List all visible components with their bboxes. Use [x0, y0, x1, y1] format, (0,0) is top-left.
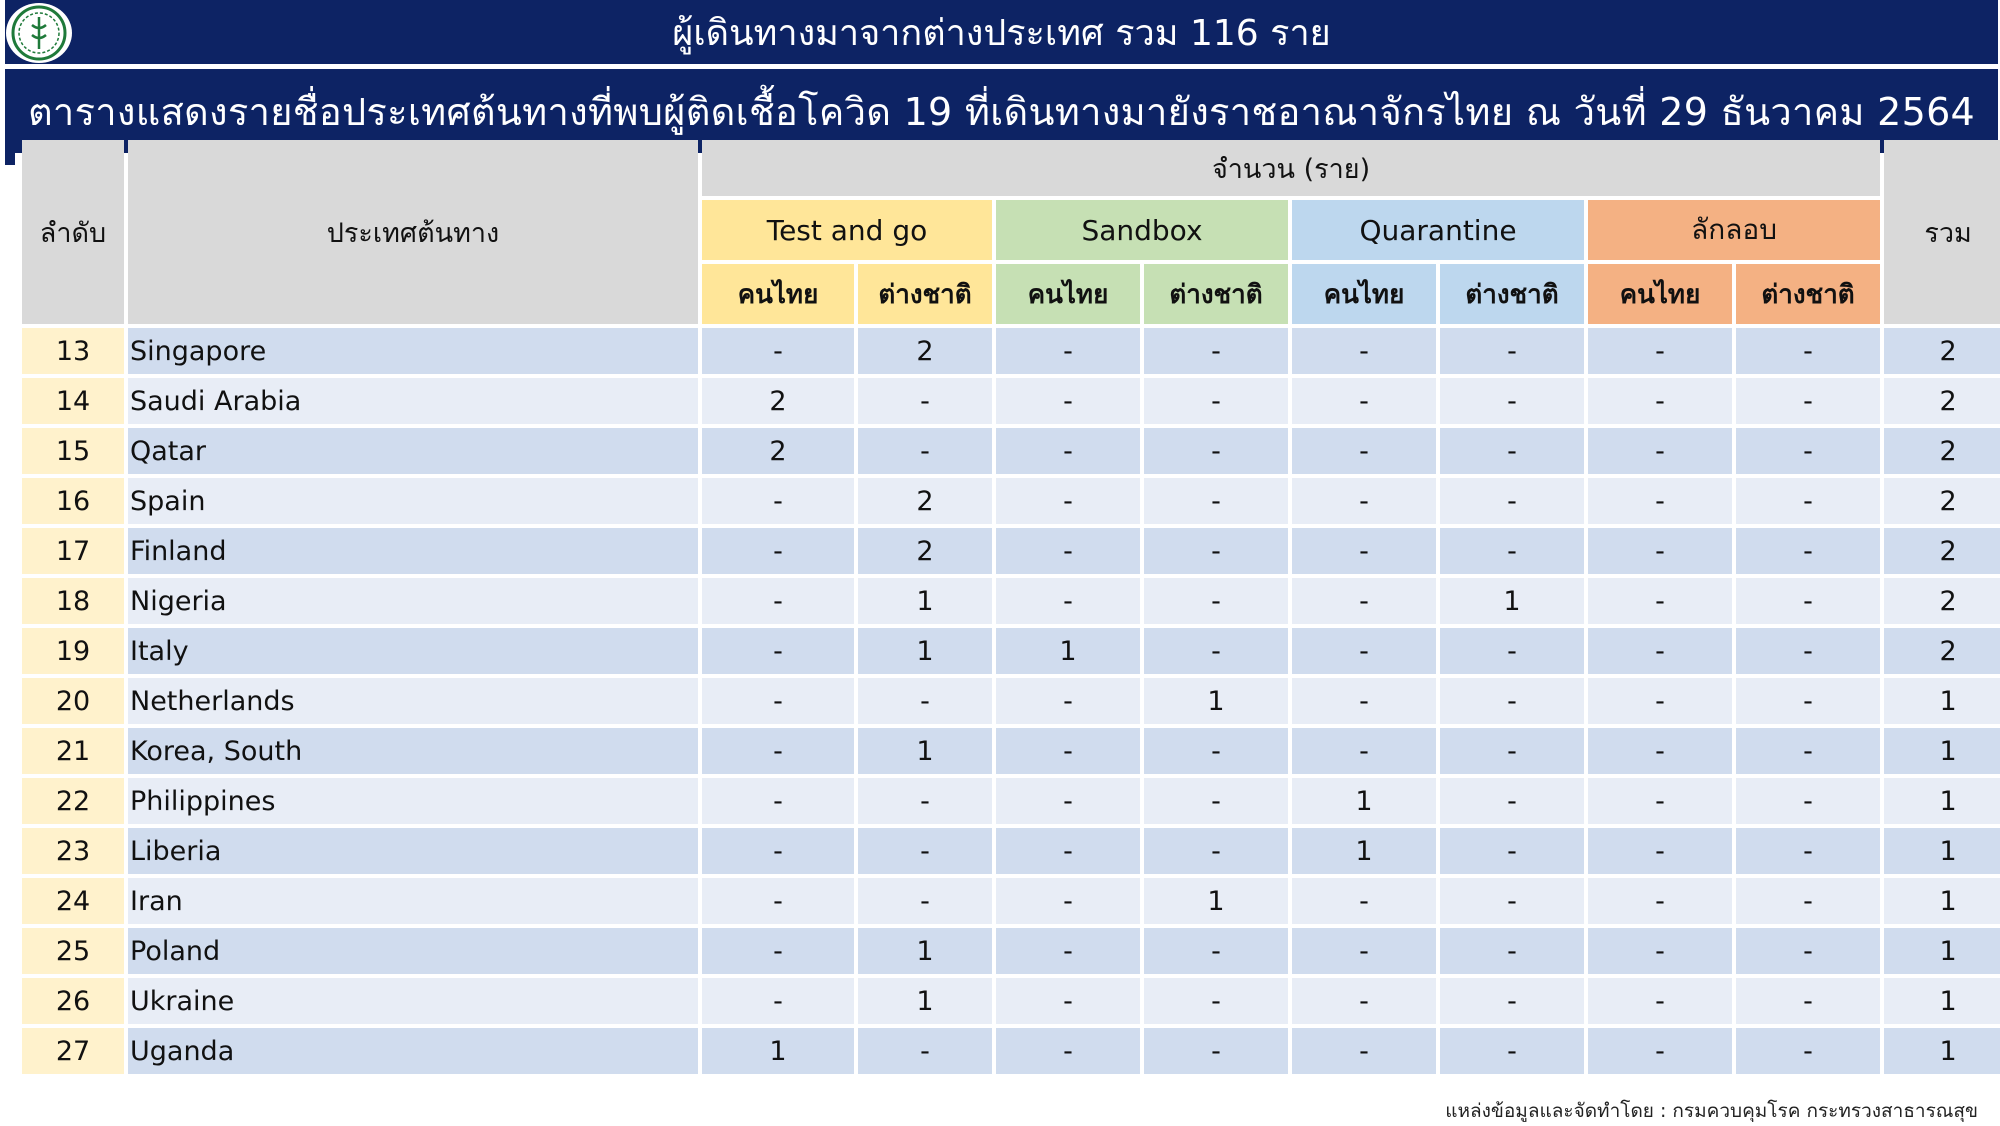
cell-s-thai: -	[1588, 728, 1732, 774]
cell-country: Qatar	[128, 428, 698, 474]
cell-sb-foreign: 1	[1144, 678, 1288, 724]
cell-tg-foreign: -	[858, 878, 992, 924]
source-footer: แหล่งข้อมูลและจัดทำโดย : กรมควบคุมโรค กระทรวงสาธารณสุข	[1445, 1100, 1978, 1122]
cell-no: 15	[22, 428, 124, 474]
table-row	[22, 828, 2000, 874]
cell-tg-foreign: 1	[858, 978, 992, 1024]
cell-s-foreign: -	[1736, 528, 1880, 574]
cell-q-foreign: -	[1440, 328, 1584, 374]
cell-q-thai: 1	[1292, 828, 1436, 874]
cell-q-foreign: -	[1440, 778, 1584, 824]
cell-tg-thai: 2	[702, 378, 854, 424]
cell-s-foreign: -	[1736, 1028, 1880, 1074]
cell-sb-foreign: -	[1144, 628, 1288, 674]
cell-q-thai: -	[1292, 578, 1436, 624]
cell-no: 22	[22, 778, 124, 824]
table-row	[22, 578, 2000, 624]
cell-tg-foreign: -	[858, 428, 992, 474]
travelers-table	[18, 136, 2000, 1078]
cell-tg-foreign: 2	[858, 328, 992, 374]
cell-q-foreign: -	[1440, 978, 1584, 1024]
table-row	[22, 728, 2000, 774]
cell-tg-thai: 1	[702, 1028, 854, 1074]
cell-total: 1	[1884, 878, 2000, 924]
cell-country: Uganda	[128, 1028, 698, 1074]
cell-q-thai: -	[1292, 478, 1436, 524]
cell-s-thai: -	[1588, 528, 1732, 574]
cell-q-foreign: -	[1440, 728, 1584, 774]
cell-tg-thai: -	[702, 978, 854, 1024]
cell-country: Finland	[128, 528, 698, 574]
cell-total: 1	[1884, 778, 2000, 824]
group-header-test-and-go: Test and go	[702, 200, 992, 260]
cell-tg-thai: -	[702, 528, 854, 574]
cell-no: 26	[22, 978, 124, 1024]
cell-tg-thai: -	[702, 778, 854, 824]
cell-q-thai: 1	[1292, 778, 1436, 824]
cell-no: 25	[22, 928, 124, 974]
cell-s-foreign: -	[1736, 428, 1880, 474]
cell-sb-thai: -	[996, 478, 1140, 524]
cell-tg-thai: -	[702, 828, 854, 874]
cell-tg-thai: -	[702, 928, 854, 974]
cell-sb-foreign: -	[1144, 328, 1288, 374]
cell-q-thai: -	[1292, 878, 1436, 924]
cell-total: 1	[1884, 978, 2000, 1024]
cell-q-thai: -	[1292, 378, 1436, 424]
col-header-total: รวม	[1884, 140, 2000, 324]
sub-header-tg-foreign: ต่างชาติ	[858, 264, 992, 324]
cell-total: 2	[1884, 428, 2000, 474]
cell-country: Poland	[128, 928, 698, 974]
cell-tg-thai: -	[702, 678, 854, 724]
cell-tg-thai: -	[702, 628, 854, 674]
cell-sb-thai: -	[996, 378, 1140, 424]
cell-total: 2	[1884, 528, 2000, 574]
cell-country: Nigeria	[128, 578, 698, 624]
group-header-smuggled: ลักลอบ	[1588, 200, 1880, 260]
sub-header-sb-thai: คนไทย	[996, 264, 1140, 324]
cell-q-foreign: -	[1440, 678, 1584, 724]
cell-q-thai: -	[1292, 628, 1436, 674]
sub-header-s-foreign: ต่างชาติ	[1736, 264, 1880, 324]
cell-sb-thai: -	[996, 328, 1140, 374]
cell-sb-thai: -	[996, 528, 1140, 574]
cell-tg-foreign: -	[858, 378, 992, 424]
cell-s-thai: -	[1588, 328, 1732, 374]
cell-tg-foreign: 1	[858, 628, 992, 674]
col-header-country: ประเทศต้นทาง	[128, 140, 698, 324]
cell-q-thai: -	[1292, 1028, 1436, 1074]
cell-s-foreign: -	[1736, 878, 1880, 924]
cell-q-thai: -	[1292, 428, 1436, 474]
cell-sb-foreign: -	[1144, 928, 1288, 974]
table-row	[22, 628, 2000, 674]
cell-s-thai: -	[1588, 928, 1732, 974]
cell-q-thai: -	[1292, 978, 1436, 1024]
page-subtitle: ตารางแสดงรายชื่อประเทศต้นทางที่พบผู้ติดเชื้อโควิด 19 ที่เดินทางมายังราชอาณาจักรไทย ณ วันที่ 29 ธันวาคม 2564	[27, 89, 1976, 134]
cell-s-thai: -	[1588, 478, 1732, 524]
cell-no: 16	[22, 478, 124, 524]
cell-s-thai: -	[1588, 878, 1732, 924]
cell-sb-foreign: -	[1144, 778, 1288, 824]
table-row	[22, 528, 2000, 574]
table-row	[22, 928, 2000, 974]
cell-tg-foreign: -	[858, 1028, 992, 1074]
cell-sb-foreign: -	[1144, 578, 1288, 624]
group-header-quarantine: Quarantine	[1292, 200, 1584, 260]
cell-country: Netherlands	[128, 678, 698, 724]
group-header-sandbox: Sandbox	[996, 200, 1288, 260]
cell-tg-thai: -	[702, 328, 854, 374]
cell-country: Spain	[128, 478, 698, 524]
cell-q-foreign: -	[1440, 378, 1584, 424]
cell-sb-foreign: -	[1144, 378, 1288, 424]
cell-sb-foreign: 1	[1144, 878, 1288, 924]
col-header-index: ลำดับ	[22, 140, 124, 324]
cell-q-foreign: 1	[1440, 578, 1584, 624]
cell-sb-foreign: -	[1144, 978, 1288, 1024]
cell-s-thai: -	[1588, 378, 1732, 424]
cell-sb-thai: -	[996, 878, 1140, 924]
cell-country: Korea, South	[128, 728, 698, 774]
cell-q-foreign: -	[1440, 428, 1584, 474]
cell-s-foreign: -	[1736, 478, 1880, 524]
cell-total: 2	[1884, 328, 2000, 374]
col-header-count: จำนวน (ราย)	[702, 140, 1880, 196]
cell-total: 1	[1884, 678, 2000, 724]
cell-country: Italy	[128, 628, 698, 674]
cell-s-foreign: -	[1736, 328, 1880, 374]
cell-total: 1	[1884, 1028, 2000, 1074]
cell-s-foreign: -	[1736, 728, 1880, 774]
cell-sb-foreign: -	[1144, 728, 1288, 774]
table-body	[22, 328, 2000, 1074]
cell-s-foreign: -	[1736, 928, 1880, 974]
cell-tg-foreign: 1	[858, 928, 992, 974]
cell-q-foreign: -	[1440, 878, 1584, 924]
table-row	[22, 778, 2000, 824]
cell-total: 2	[1884, 578, 2000, 624]
cell-q-foreign: -	[1440, 928, 1584, 974]
cell-no: 27	[22, 1028, 124, 1074]
cell-s-foreign: -	[1736, 978, 1880, 1024]
cell-sb-thai: -	[996, 828, 1140, 874]
cell-q-foreign: -	[1440, 528, 1584, 574]
ddc-logo-icon	[6, 3, 72, 63]
cell-no: 17	[22, 528, 124, 574]
cell-tg-foreign: -	[858, 678, 992, 724]
cell-s-thai: -	[1588, 978, 1732, 1024]
table-row	[22, 478, 2000, 524]
cell-s-thai: -	[1588, 428, 1732, 474]
cell-sb-thai: -	[996, 578, 1140, 624]
sub-header-sb-foreign: ต่างชาติ	[1144, 264, 1288, 324]
cell-sb-thai: -	[996, 678, 1140, 724]
sub-header-q-thai: คนไทย	[1292, 264, 1436, 324]
cell-total: 1	[1884, 828, 2000, 874]
cell-tg-foreign: -	[858, 828, 992, 874]
cell-s-thai: -	[1588, 578, 1732, 624]
cell-s-thai: -	[1588, 778, 1732, 824]
cell-tg-foreign: -	[858, 778, 992, 824]
cell-no: 23	[22, 828, 124, 874]
cell-sb-thai: -	[996, 1028, 1140, 1074]
cell-tg-foreign: 2	[858, 478, 992, 524]
cell-s-thai: -	[1588, 1028, 1732, 1074]
cell-s-foreign: -	[1736, 378, 1880, 424]
cell-s-thai: -	[1588, 828, 1732, 874]
cell-no: 21	[22, 728, 124, 774]
cell-country: Ukraine	[128, 978, 698, 1024]
title-bar	[5, 0, 1998, 64]
cell-q-foreign: -	[1440, 828, 1584, 874]
cell-s-foreign: -	[1736, 778, 1880, 824]
cell-sb-foreign: -	[1144, 1028, 1288, 1074]
cell-tg-thai: 2	[702, 428, 854, 474]
cell-sb-foreign: -	[1144, 828, 1288, 874]
table-row	[22, 428, 2000, 474]
table-row	[22, 1028, 2000, 1074]
cell-sb-thai: -	[996, 428, 1140, 474]
cell-sb-thai: -	[996, 928, 1140, 974]
cell-country: Liberia	[128, 828, 698, 874]
cell-no: 18	[22, 578, 124, 624]
cell-tg-thai: -	[702, 578, 854, 624]
table-row	[22, 978, 2000, 1024]
cell-s-foreign: -	[1736, 578, 1880, 624]
cell-q-foreign: -	[1440, 478, 1584, 524]
cell-tg-foreign: 1	[858, 578, 992, 624]
cell-s-thai: -	[1588, 678, 1732, 724]
cell-s-thai: -	[1588, 628, 1732, 674]
cell-sb-thai: -	[996, 728, 1140, 774]
cell-no: 13	[22, 328, 124, 374]
cell-tg-foreign: 1	[858, 728, 992, 774]
cell-no: 14	[22, 378, 124, 424]
cell-q-foreign: -	[1440, 628, 1584, 674]
cell-q-thai: -	[1292, 728, 1436, 774]
cell-country: Iran	[128, 878, 698, 924]
cell-no: 19	[22, 628, 124, 674]
cell-total: 2	[1884, 478, 2000, 524]
sub-header-s-thai: คนไทย	[1588, 264, 1732, 324]
cell-total: 2	[1884, 628, 2000, 674]
cell-tg-thai: -	[702, 728, 854, 774]
cell-total: 1	[1884, 728, 2000, 774]
sub-header-q-foreign: ต่างชาติ	[1440, 264, 1584, 324]
cell-sb-foreign: -	[1144, 428, 1288, 474]
cell-country: Saudi Arabia	[128, 378, 698, 424]
table-row	[22, 878, 2000, 924]
cell-q-foreign: -	[1440, 1028, 1584, 1074]
cell-q-thai: -	[1292, 928, 1436, 974]
cell-sb-foreign: -	[1144, 478, 1288, 524]
cell-s-foreign: -	[1736, 628, 1880, 674]
cell-sb-thai: -	[996, 978, 1140, 1024]
cell-tg-thai: -	[702, 878, 854, 924]
cell-total: 1	[1884, 928, 2000, 974]
table-row	[22, 328, 2000, 374]
cell-sb-foreign: -	[1144, 528, 1288, 574]
cell-total: 2	[1884, 378, 2000, 424]
page-title: ผู้เดินทางมาจากต่างประเทศ รวม 116 ราย	[672, 12, 1331, 54]
cell-q-thai: -	[1292, 528, 1436, 574]
cell-sb-thai: 1	[996, 628, 1140, 674]
cell-s-foreign: -	[1736, 678, 1880, 724]
cell-no: 24	[22, 878, 124, 924]
cell-s-foreign: -	[1736, 828, 1880, 874]
cell-sb-thai: -	[996, 778, 1140, 824]
cell-no: 20	[22, 678, 124, 724]
cell-country: Singapore	[128, 328, 698, 374]
cell-tg-thai: -	[702, 478, 854, 524]
cell-country: Philippines	[128, 778, 698, 824]
table-row	[22, 678, 2000, 724]
cell-q-thai: -	[1292, 678, 1436, 724]
sub-header-tg-thai: คนไทย	[702, 264, 854, 324]
cell-tg-foreign: 2	[858, 528, 992, 574]
cell-q-thai: -	[1292, 328, 1436, 374]
table-row	[22, 378, 2000, 424]
